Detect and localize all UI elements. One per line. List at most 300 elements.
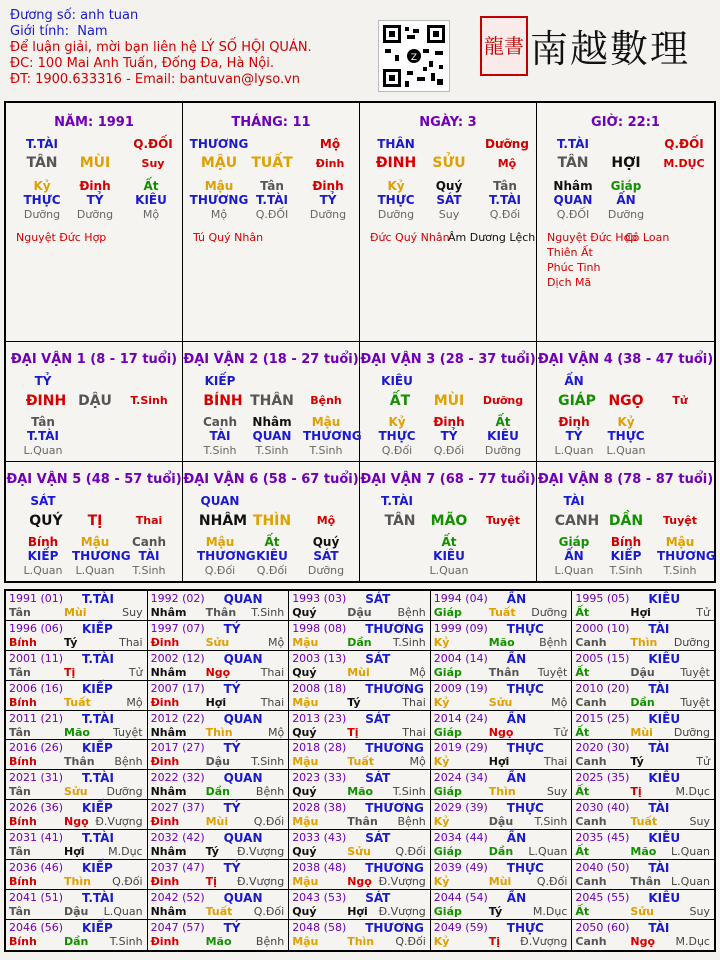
year-stage: Đ.Vượng (236, 875, 285, 889)
year-cell (148, 920, 290, 950)
year-stem: Nhâm (150, 665, 187, 679)
year-branch: Dậu (347, 606, 372, 619)
hidden-stem: Kỷ (617, 415, 635, 429)
year-label: 2030 (40) (575, 801, 630, 815)
year-branch: Ngọ (347, 875, 372, 889)
year-god: TỶ (223, 861, 241, 876)
year-label: 1996 (06) (9, 621, 64, 635)
daivan-stage: Dưỡng (482, 394, 524, 407)
hidden-stem: Canh (132, 535, 166, 549)
year-branch: Tị (630, 785, 642, 799)
hidden-god: THỰC (378, 429, 416, 443)
year-label: 2045 (55) (575, 890, 630, 904)
hidden-god: TỶ (319, 193, 337, 207)
year-stage: Dưỡng (673, 635, 710, 649)
hidden-state: Mộ (210, 208, 228, 221)
hidden-god: TỶ (565, 429, 583, 443)
year-stem: Tân (9, 904, 31, 918)
owner-name: Đương số: anh tuan (10, 8, 139, 23)
pillar-cell (537, 103, 714, 342)
year-god: ẤN (506, 711, 527, 726)
year-stem: Bính (9, 755, 37, 769)
year-stage: Đ.Vượng (378, 904, 426, 918)
hidden-god: THƯƠNG (657, 549, 716, 563)
year-cell (6, 621, 148, 651)
hidden-stem: Canh (203, 415, 237, 429)
daivan-branch: NGỌ (608, 393, 644, 409)
year-stem: Canh (575, 635, 607, 649)
year-cell (148, 651, 290, 681)
year-stage: Mộ (409, 665, 426, 679)
year-branch: Dậu (630, 665, 655, 679)
year-label: 2008 (18) (292, 681, 347, 695)
year-row (6, 740, 714, 770)
year-cell (6, 651, 148, 681)
chart-grid (4, 101, 716, 583)
hidden-stem: Mậu (665, 535, 695, 549)
year-god: SÁT (365, 711, 391, 726)
year-cell (289, 591, 431, 621)
year-god: TÀI (648, 621, 670, 636)
year-label: 1992 (02) (150, 592, 205, 605)
year-label: 2010 (20) (575, 681, 630, 695)
year-stem: Bính (9, 934, 37, 948)
year-cell (572, 770, 714, 800)
year-label: 2018 (28) (292, 741, 347, 755)
year-stem: Ất (575, 725, 590, 739)
year-cell (572, 890, 714, 920)
year-stem: Giáp (433, 606, 462, 619)
year-stage: Bệnh (255, 785, 285, 799)
hidden-state: T.Sinh (609, 564, 643, 577)
hidden-god: SÁT (313, 549, 339, 563)
hidden-stem: Tân (493, 179, 517, 193)
year-stem: Kỷ (433, 815, 450, 829)
year-stem: Giáp (433, 725, 462, 739)
year-stage: Suy (546, 785, 568, 799)
year-cell (572, 800, 714, 830)
year-stage: Q.Đối (253, 815, 285, 829)
hidden-god: SÁT (436, 193, 462, 207)
year-label: 2035 (45) (575, 831, 630, 845)
year-branch: Sửu (630, 904, 654, 918)
year-stage: T.Sinh (392, 635, 426, 649)
year-label: 2047 (57) (150, 920, 205, 934)
annual-luck-table (4, 589, 716, 952)
hidden-state: L.Quan (606, 444, 646, 457)
year-god: TỶ (223, 681, 241, 696)
year-branch: Mùi (205, 815, 229, 829)
year-stem: Giáp (433, 904, 462, 918)
daivan-cell (537, 462, 714, 581)
year-cell (289, 830, 431, 860)
hidden-state: T.Sinh (132, 564, 166, 577)
year-branch: Dậu (488, 815, 514, 829)
hidden-state: Suy (438, 208, 460, 221)
year-god: TỶ (223, 801, 241, 816)
hidden-stem: Ất (441, 535, 457, 549)
year-branch: Thìn (64, 875, 91, 889)
year-stem: Ất (575, 904, 590, 918)
daivan-stage: Bệnh (310, 394, 342, 407)
hidden-stem: Tân (260, 179, 284, 193)
year-branch: Dần (205, 785, 230, 799)
pillar-branch: SỬU (432, 155, 466, 171)
daivan-title: ĐẠI VẬN 5 (48 - 57 tuổi) (6, 472, 182, 487)
hidden-stem: Kỷ (388, 415, 406, 429)
year-label: 2027 (37) (150, 801, 205, 815)
year-god: THƯƠNG (365, 920, 424, 935)
year-label: 2040 (50) (575, 861, 630, 875)
year-branch: Mão (630, 845, 657, 859)
year-branch: Hợi (205, 695, 227, 709)
year-stage: Tuyệt (680, 665, 710, 679)
year-stem: Tân (9, 606, 31, 619)
year-stage: Thai (260, 695, 285, 709)
year-label: 2044 (54) (433, 890, 488, 904)
hidden-state: Q.ĐỐI (255, 208, 289, 221)
year-branch: Dần (488, 845, 514, 859)
year-stem: Đinh (150, 635, 180, 649)
year-stage: L.Quan (103, 904, 143, 918)
year-label: 2019 (29) (433, 741, 488, 755)
pillar-stage: Đinh (315, 157, 345, 170)
year-row (6, 621, 714, 651)
year-cell (572, 920, 714, 950)
year-label: 2006 (16) (9, 681, 64, 695)
year-row (6, 770, 714, 800)
hidden-state: T.Sinh (309, 444, 343, 457)
year-branch: Sửu (64, 785, 88, 799)
daivan-stem: GIÁP (558, 393, 596, 409)
year-cell (289, 681, 431, 711)
year-god: THỰC (506, 621, 544, 636)
hidden-stem: Quý (312, 535, 340, 549)
year-branch: Mão (64, 725, 90, 739)
shen-sha-note: Đức Quý Nhân (370, 231, 450, 244)
year-label: 2038 (48) (292, 861, 347, 875)
year-stage: Bệnh (397, 606, 426, 619)
year-row (6, 860, 714, 890)
daivan-stage: T.Sinh (130, 394, 168, 407)
year-stage: L.Quan (528, 845, 568, 859)
year-branch: Ngọ (205, 665, 231, 679)
year-label: 2021 (31) (9, 771, 64, 785)
year-branch: Thân (347, 815, 378, 829)
year-branch: Sửu (488, 695, 513, 709)
year-label: 2013 (23) (292, 711, 347, 725)
year-god: THỰC (506, 920, 544, 935)
year-stage: M.Dục (675, 785, 710, 799)
year-cell (431, 651, 573, 681)
pillar-top-god: T.TÀI (557, 137, 589, 151)
year-stage: Mộ (126, 695, 143, 709)
year-stage: Bệnh (397, 815, 426, 829)
hidden-state: Dưỡng (607, 208, 645, 221)
year-cell (572, 681, 714, 711)
year-stage: Suy (689, 904, 710, 918)
shen-sha-note: Nguyệt Đức Hợp (547, 231, 638, 244)
year-branch: Hợi (488, 755, 510, 769)
year-stem: Quý (292, 845, 317, 859)
year-stem: Kỷ (433, 635, 450, 649)
year-stem: Tân (9, 665, 31, 679)
year-branch: Dần (630, 695, 655, 709)
year-label: 2049 (59) (433, 920, 488, 934)
year-row (6, 591, 714, 621)
year-god: KIÊU (648, 651, 681, 666)
year-cell (572, 860, 714, 890)
hidden-state: Dưỡng (484, 444, 522, 457)
hidden-god: THƯƠNG (197, 549, 256, 563)
hidden-stem: Mậu (80, 535, 110, 549)
daivan-branch: MÙI (433, 393, 465, 409)
pillar-title: GIỜ: 22:1 (591, 115, 660, 130)
year-branch: Tý (630, 755, 644, 769)
year-god: TÀI (648, 920, 670, 935)
pillar-stem: TÂN (26, 155, 58, 171)
daivan-cell (183, 462, 360, 581)
hidden-state: Dưỡng (76, 208, 114, 221)
year-branch: Dậu (64, 904, 89, 918)
year-stage: Thai (402, 695, 426, 709)
hidden-stem: Mậu (205, 535, 235, 549)
pillar-cell (183, 103, 360, 342)
daivan-god: TỶ (34, 374, 52, 388)
year-label: 2031 (41) (9, 831, 64, 845)
year-god: QUAN (223, 592, 263, 606)
year-label: 1998 (08) (292, 621, 347, 635)
year-god: THỰC (506, 681, 544, 696)
daivan-branch: DẦN (608, 513, 644, 529)
hidden-god: T.TÀI (27, 429, 59, 443)
daivan-title: ĐẠI VẬN 2 (18 - 27 tuổi) (183, 352, 359, 367)
year-branch: Tị (205, 875, 217, 889)
year-god: TÀI (648, 861, 670, 876)
year-label: 2043 (53) (292, 890, 347, 904)
year-god: TÀI (648, 801, 670, 816)
year-god: ẤN (506, 592, 527, 606)
year-stem: Ất (575, 785, 590, 799)
year-god: T.TÀI (82, 711, 114, 726)
year-stem: Nhâm (150, 904, 187, 918)
year-god: ẤN (506, 771, 527, 786)
year-cell (431, 890, 573, 920)
year-label: 2037 (47) (150, 861, 205, 875)
daivan-branch: MÃO (430, 513, 468, 529)
year-branch: Thìn (347, 934, 375, 948)
year-label: 2000 (10) (575, 621, 630, 635)
hidden-state: Q.Đối (204, 564, 236, 577)
year-stem: Mậu (292, 695, 319, 709)
year-cell (289, 621, 431, 651)
hidden-god: TÀI (138, 549, 160, 563)
year-stem: Bính (9, 695, 37, 709)
year-branch: Dậu (205, 755, 230, 769)
hidden-god: THƯƠNG (303, 429, 362, 443)
year-cell (431, 740, 573, 770)
year-stem: Canh (575, 815, 607, 829)
phone-email-line: ĐT: 1900.633316 - Email: bantuvan@lyso.vn (10, 72, 301, 87)
shen-sha-note: Âm Dương Lệch (448, 231, 536, 244)
year-cell (148, 890, 290, 920)
year-stage: Q.Đối (253, 904, 285, 918)
year-label: 2016 (26) (9, 741, 64, 755)
year-branch: Mão (205, 934, 232, 948)
hidden-god: TÀI (209, 429, 231, 443)
shen-sha-note: Thiên Ất (547, 246, 593, 259)
year-label: 2050 (60) (575, 920, 630, 934)
hidden-stem: Mậu (311, 415, 341, 429)
year-stem: Canh (575, 755, 607, 769)
year-label: 2048 (58) (292, 920, 347, 934)
year-cell (148, 621, 290, 651)
year-cell (6, 860, 148, 890)
hidden-stem: Giáp (610, 179, 642, 193)
hidden-god: ẤN (616, 193, 636, 207)
year-god: T.TÀI (82, 771, 114, 786)
year-label: 1994 (04) (433, 592, 488, 605)
year-god: THƯƠNG (365, 681, 424, 696)
year-label: 2041 (51) (9, 890, 64, 904)
year-label: 2034 (44) (433, 831, 488, 845)
year-label: 2009 (19) (433, 681, 488, 695)
contact-line: Để luận giải, mời bạn liên hệ LÝ SỐ HỘI QUÁN. (10, 40, 312, 55)
year-branch: Tuất (205, 904, 233, 918)
hidden-state: Q.Đối (381, 444, 413, 457)
hidden-god: T.TÀI (256, 193, 288, 207)
year-branch: Dần (64, 934, 89, 948)
year-stem: Đinh (150, 695, 180, 709)
year-stem: Mậu (292, 815, 319, 829)
year-stem: Ất (575, 665, 590, 679)
year-stage: T.Sinh (109, 934, 143, 948)
year-label: 2004 (14) (433, 651, 488, 665)
year-cell (148, 740, 290, 770)
year-stage: Tử (696, 755, 710, 769)
hidden-stem: Tân (31, 415, 55, 429)
year-stage: Mộ (267, 635, 285, 649)
year-branch: Thìn (630, 635, 658, 649)
pillar-title: NĂM: 1991 (54, 115, 134, 130)
pillar-branch: HỢI (611, 155, 641, 171)
gender-value: Nam (77, 24, 108, 39)
hidden-god: THƯƠNG (189, 193, 249, 207)
year-stage: Suy (122, 606, 143, 619)
pillar-top-right: Mộ (319, 137, 341, 151)
year-branch: Mùi (630, 725, 653, 739)
year-god: T.TÀI (82, 651, 114, 666)
daivan-cell (183, 342, 360, 462)
daivan-cell (360, 462, 537, 581)
year-stem: Quý (292, 606, 317, 619)
year-stem: Canh (575, 875, 607, 889)
hidden-stem: Bính (27, 535, 59, 549)
pillar-row (6, 103, 714, 342)
year-stem: Giáp (433, 845, 462, 859)
year-label: 2022 (32) (150, 771, 205, 785)
year-branch: Thìn (488, 785, 516, 799)
pillar-stem: ĐINH (375, 155, 417, 171)
year-stage: T.Sinh (392, 785, 426, 799)
year-stage: Tử (696, 606, 710, 619)
year-god: THƯƠNG (365, 861, 424, 876)
year-god: KIẾP (82, 920, 113, 935)
year-branch: Thân (205, 606, 237, 619)
year-god: QUAN (223, 771, 263, 786)
year-stem: Quý (292, 904, 317, 918)
year-stem: Mậu (292, 755, 319, 769)
daivan-stem: QUÝ (29, 513, 63, 529)
year-branch: Mão (347, 785, 374, 799)
year-branch: Tuất (64, 695, 91, 709)
year-cell (289, 711, 431, 741)
year-cell (148, 770, 290, 800)
year-god: KIẾP (82, 861, 113, 876)
year-cell (431, 860, 573, 890)
hidden-stem: Đinh (312, 179, 344, 193)
year-stem: Đinh (150, 815, 180, 829)
year-branch: Tuất (488, 606, 516, 619)
daivan-stem: CANH (554, 513, 600, 529)
year-label: 2046 (56) (9, 920, 64, 934)
year-cell (6, 800, 148, 830)
pillar-cell (360, 103, 537, 342)
pillar-cell (6, 103, 183, 342)
pillar-top-god: THƯƠNG (189, 137, 249, 151)
year-god: THƯƠNG (365, 621, 424, 636)
daivan-title: ĐẠI VẬN 4 (38 - 47 tuổi) (537, 352, 714, 367)
hidden-state: T.Sinh (663, 564, 697, 577)
year-label: 1995 (05) (575, 592, 630, 605)
year-stage: M.Dục (675, 934, 710, 948)
year-stem: Giáp (433, 785, 462, 799)
year-god: KIẾP (82, 621, 113, 636)
hidden-state: Dưỡng (309, 208, 347, 221)
year-branch: Tị (347, 725, 359, 739)
year-stage: Mộ (409, 755, 426, 769)
hidden-god: KIẾP (610, 549, 642, 563)
year-stem: Quý (292, 725, 317, 739)
hidden-stem: Nhâm (553, 179, 593, 193)
year-god: THỰC (506, 801, 544, 816)
shen-sha-note: Tú Quý Nhân (193, 231, 264, 244)
year-stem: Tân (9, 785, 31, 799)
year-cell (148, 860, 290, 890)
year-branch: Hợi (347, 904, 368, 918)
year-branch: Ngọ (630, 934, 656, 948)
year-god: QUAN (223, 831, 263, 846)
pillar-top-right: Q.ĐỐI (664, 137, 704, 151)
year-god: SÁT (365, 592, 391, 606)
year-god: KIÊU (648, 831, 681, 846)
year-row (6, 800, 714, 830)
year-god: KIẾP (82, 801, 113, 816)
daivan-branch: TỊ (87, 513, 103, 529)
daivan-cell (537, 342, 714, 462)
year-god: KIÊU (648, 890, 681, 905)
pillar-branch: MÙI (79, 155, 111, 171)
hidden-stem: Bính (610, 535, 642, 549)
year-stage: L.Quan (671, 845, 710, 859)
hidden-state: Mộ (142, 208, 160, 221)
header (10, 8, 312, 88)
year-cell (6, 890, 148, 920)
year-stem: Canh (575, 934, 607, 948)
year-cell (431, 681, 573, 711)
hidden-stem: Giáp (558, 535, 590, 549)
year-god: TÀI (648, 681, 670, 696)
